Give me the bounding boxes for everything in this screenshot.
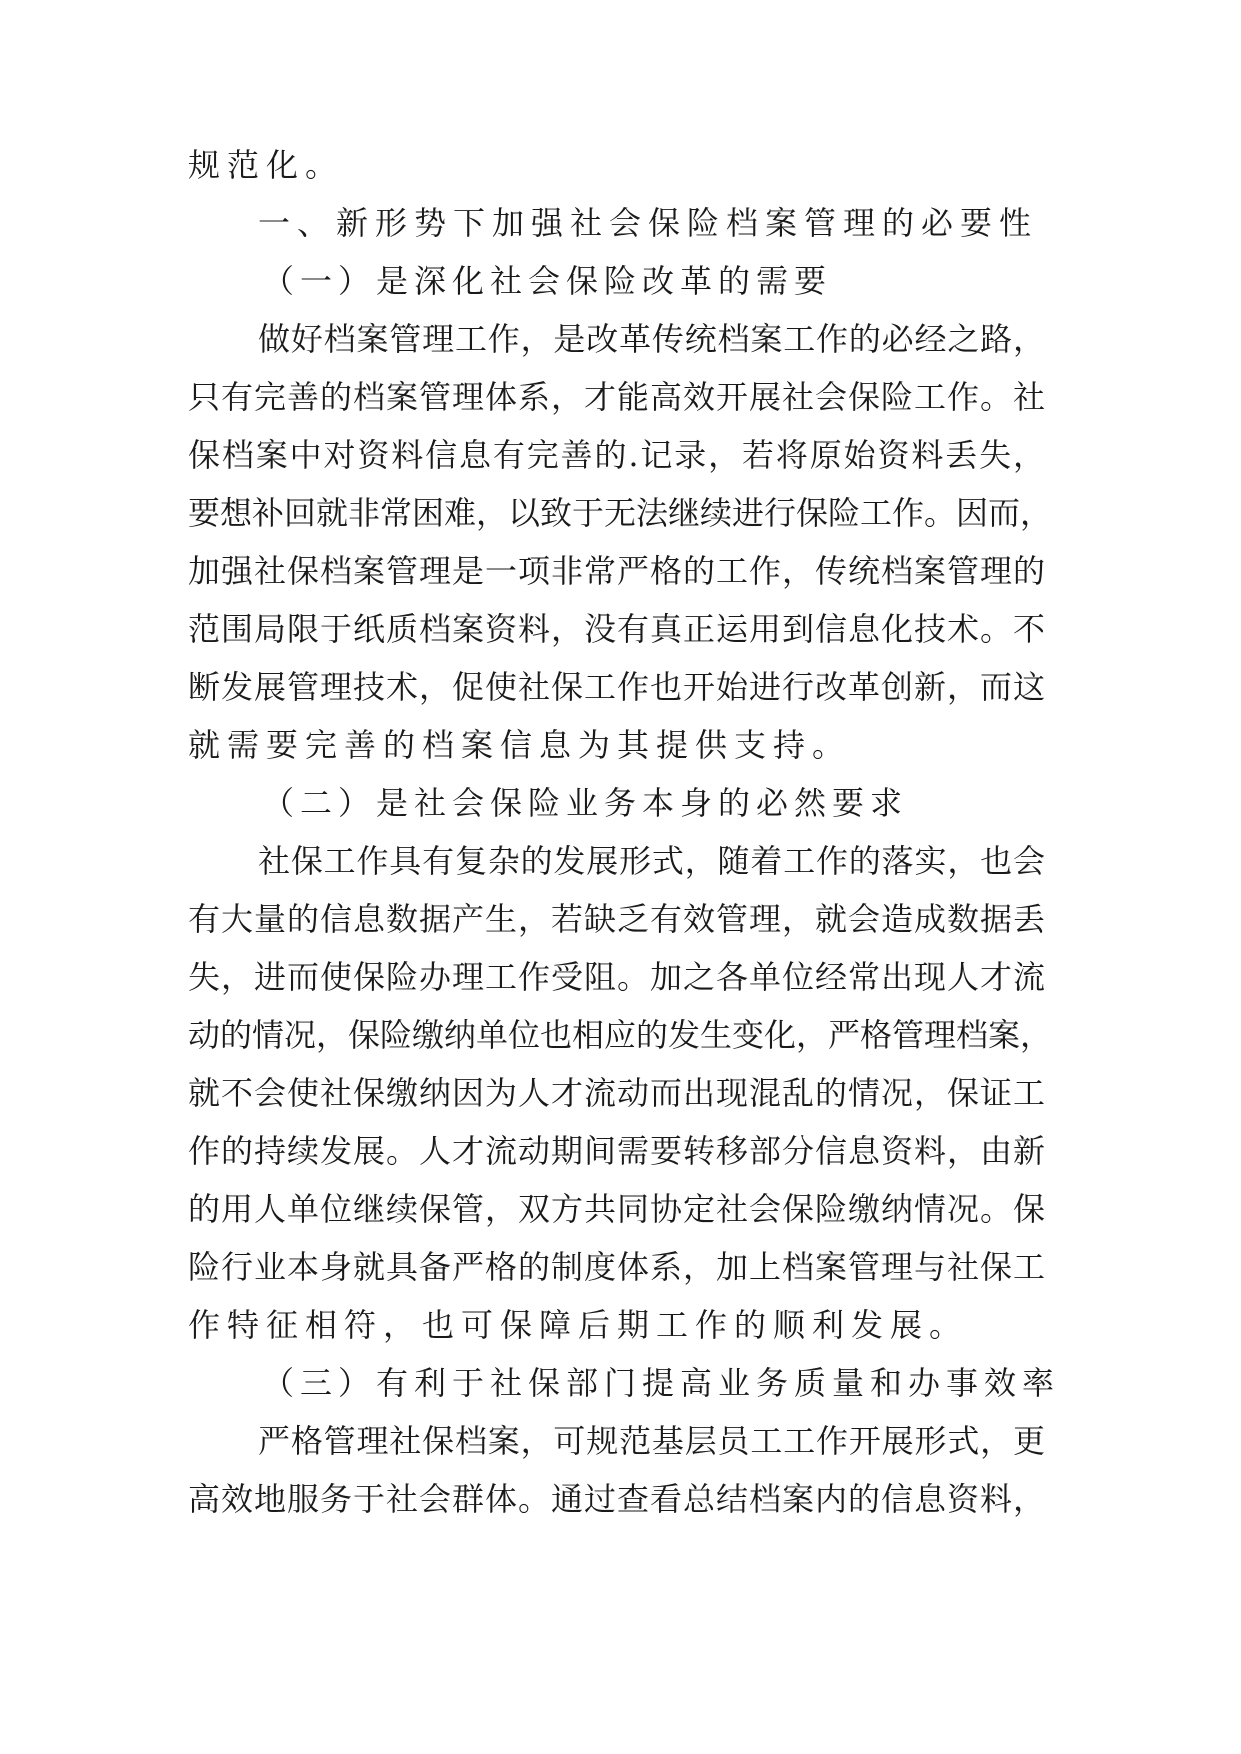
paragraph-text-line: 严格管理社保档案，可规范基层员工工作开展形式，更 [258, 1422, 1045, 1460]
paragraph-text-line: 险行业本身就具备严格的制度体系，加上档案管理与社保工 [188, 1248, 1045, 1286]
paragraph-text-line: 作的持续发展。人才流动期间需要转移部分信息资料，由新 [188, 1132, 1045, 1170]
paragraph-text-line: 高效地服务于社会群体。通过查看总结档案内的信息资料， [188, 1480, 1045, 1518]
paragraph-text-line: 失，进而使保险办理工作受阻。加之各单位经常出现人才流 [188, 958, 1045, 996]
paragraph-text-line: 做好档案管理工作，是改革传统档案工作的必经之路， [258, 320, 1045, 358]
paragraph-text-line: 就不会使社保缴纳因为人才流动而出现混乱的情况，保证工 [188, 1074, 1045, 1112]
paragraph-text-line: 就需要完善的档案信息为其提供支持。 [188, 726, 852, 764]
subsection-heading: （二）是社会保险业务本身的必然要求 [262, 784, 909, 822]
subsection-heading: （一）是深化社会保险改革的需要 [262, 262, 833, 300]
section-heading: 一、新形势下加强社会保险档案管理的必要性 [258, 204, 1039, 242]
paragraph-text-line: 动的情况，保险缴纳单位也相应的发生变化，严格管理档案， [188, 1016, 1053, 1054]
paragraph-text-line: 要想补回就非常困难，以致于无法继续进行保险工作。因而， [188, 494, 1053, 532]
paragraph-text-line: 加强社保档案管理是一项非常严格的工作，传统档案管理的 [188, 552, 1045, 590]
paragraph-text-line: 范围局限于纸质档案资料，没有真正运用到信息化技术。不 [188, 610, 1045, 648]
subsection-heading: （三）有利于社保部门提高业务质量和办事效率 [262, 1364, 1061, 1402]
paragraph-text-line: 只有完善的档案管理体系，才能高效开展社会保险工作。社 [188, 378, 1045, 416]
paragraph-text-line: 的用人单位继续保管，双方共同协定社会保险缴纳情况。保 [188, 1190, 1045, 1228]
paragraph-text-line: 作特征相符，也可保障后期工作的顺利发展。 [188, 1306, 969, 1344]
paragraph-text-line: 有大量的信息数据产生，若缺乏有效管理，就会造成数据丢 [188, 900, 1045, 938]
paragraph-text-line: 断发展管理技术，促使社保工作也开始进行改革创新，而这 [188, 668, 1045, 706]
paragraph-text-line: 社保工作具有复杂的发展形式，随着工作的落实，也会 [258, 842, 1045, 880]
paragraph-text-line: 规范化。 [188, 146, 345, 184]
paragraph-text-line: 保档案中对资料信息有完善的.记录，若将原始资料丢失， [188, 436, 1045, 474]
